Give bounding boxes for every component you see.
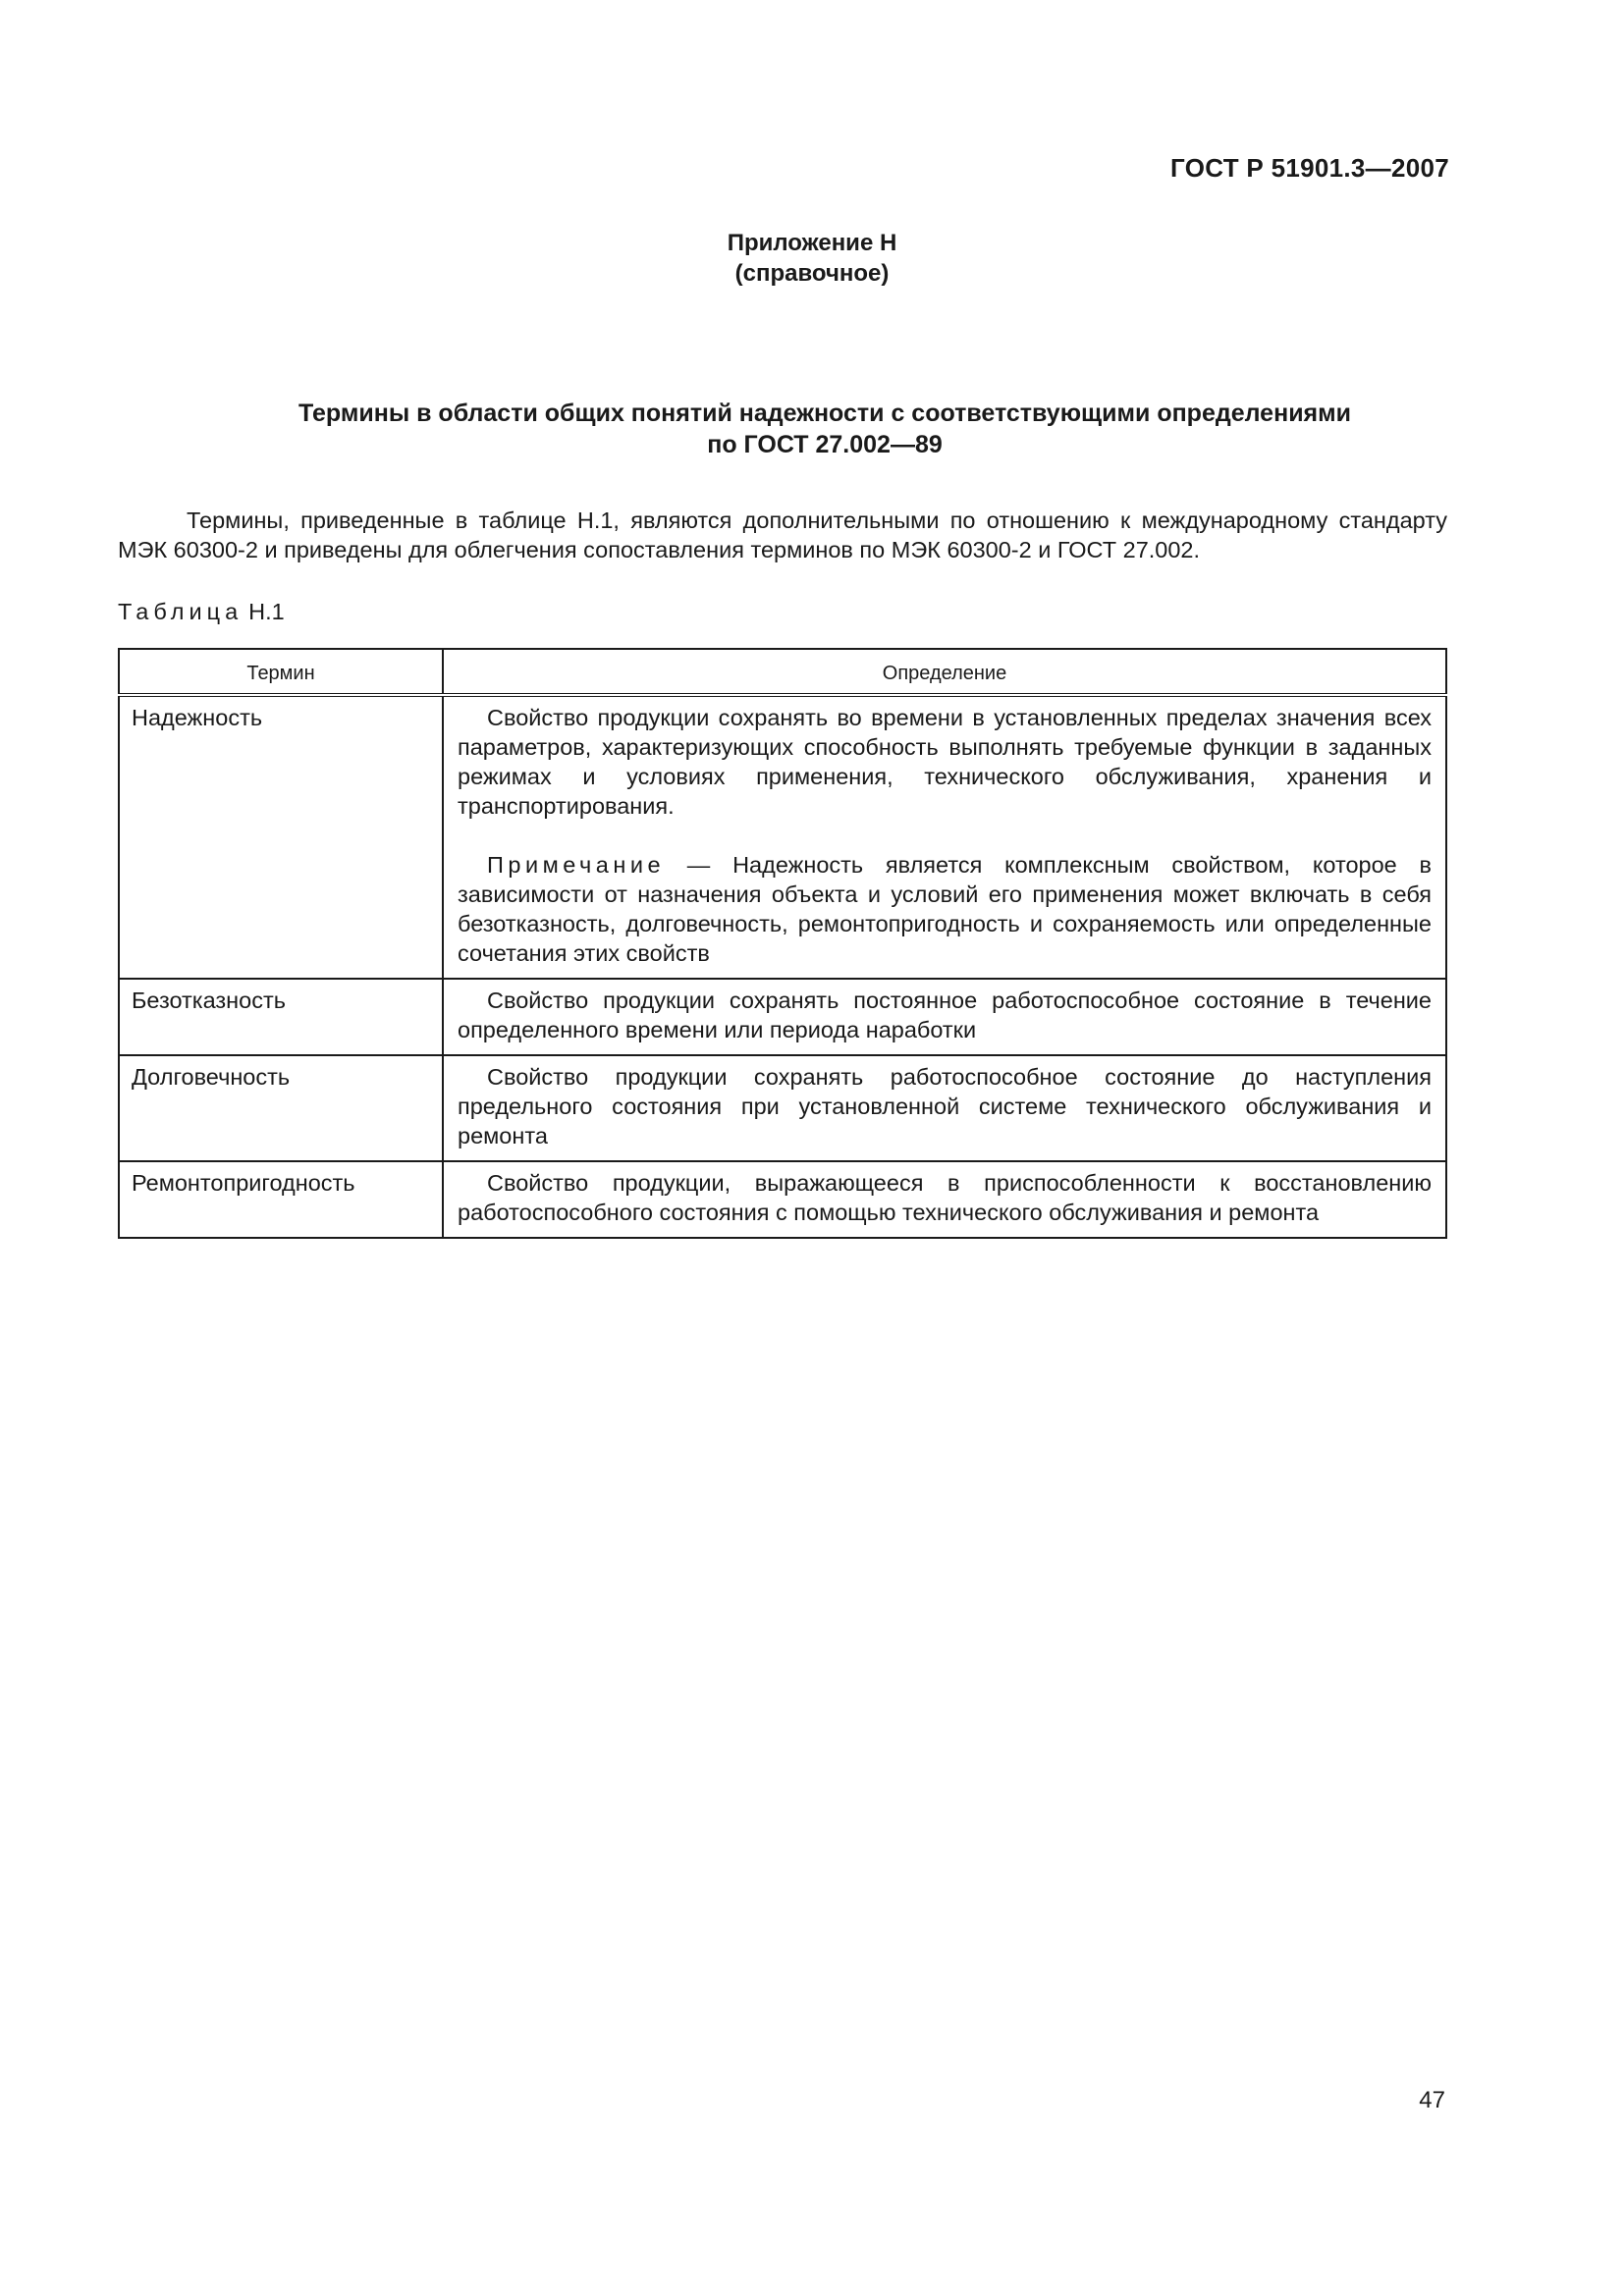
header-term: Термин xyxy=(119,649,443,695)
definition-cell xyxy=(443,1055,1446,1161)
section-title xyxy=(0,398,1624,460)
definition-text: Свойство продукции сохранять во времени в установленных пределах значения всех параметров, характеризующих способность выполнять требуемые функции в заданных режимах и условиях применения, технического обслуживания, хранения и транспортирования. xyxy=(458,705,1432,819)
definition-text: Свойство продукции сохранять постоянное работоспособное состояние в течение определенного времени или периода наработки xyxy=(458,988,1432,1042)
definition-cell xyxy=(443,695,1446,979)
appendix-title: Приложение Н xyxy=(727,230,897,256)
table-row xyxy=(119,1161,1446,1238)
section-title-line-1: Термины в области общих понятий надежности с соответствующими определениями xyxy=(298,400,1352,427)
definition-cell xyxy=(443,1161,1446,1238)
table-caption-label: Таблица xyxy=(118,599,244,624)
note-label: Примечание xyxy=(487,852,666,878)
page-number: 47 xyxy=(1419,2087,1445,2113)
intro-paragraph: Термины, приведенные в таблице Н.1, являются дополнительными по отношению к международному стандарту МЭК 60300-2 и приведены для облегчения сопоставления терминов по МЭК 60300-2 и ГОСТ 27.002. xyxy=(118,507,1447,562)
terms-table xyxy=(118,648,1447,1239)
table-row xyxy=(119,979,1446,1055)
table-header-row xyxy=(119,649,1446,695)
definition-note xyxy=(458,850,1432,968)
definition-text: Свойство продукции сохранять работоспособное состояние до наступления предельного состояния при установленной системе технического обслуживания и ремонта xyxy=(458,1064,1432,1148)
term-cell: Надежность xyxy=(119,695,443,979)
appendix-heading xyxy=(0,228,1624,289)
table-row xyxy=(119,695,1446,979)
table-caption xyxy=(118,599,285,625)
term-cell: Ремонтопригодность xyxy=(119,1161,443,1238)
table-row xyxy=(119,1055,1446,1161)
table-caption-number: Н.1 xyxy=(248,599,285,624)
term-cell: Безотказность xyxy=(119,979,443,1055)
definition-text: Свойство продукции, выражающееся в приспособленности к восстановлению работоспособного состояния с помощью технического обслуживания и ремонта xyxy=(458,1170,1432,1225)
standard-number: ГОСТ Р 51901.3—2007 xyxy=(1170,153,1449,183)
note-text: — Надежность является комплексным свойством, которое в зависимости от назначения объекта и условий его применения может включать в себя безотказность, долговечность, ремонтопригодность и сохраняемость или определенные сочетания этих свойств xyxy=(458,852,1432,966)
header-definition: Определение xyxy=(443,649,1446,695)
appendix-subtitle: (справочное) xyxy=(734,260,890,287)
section-title-line-2: по ГОСТ 27.002—89 xyxy=(707,431,943,458)
definition-cell xyxy=(443,979,1446,1055)
term-cell: Долговечность xyxy=(119,1055,443,1161)
